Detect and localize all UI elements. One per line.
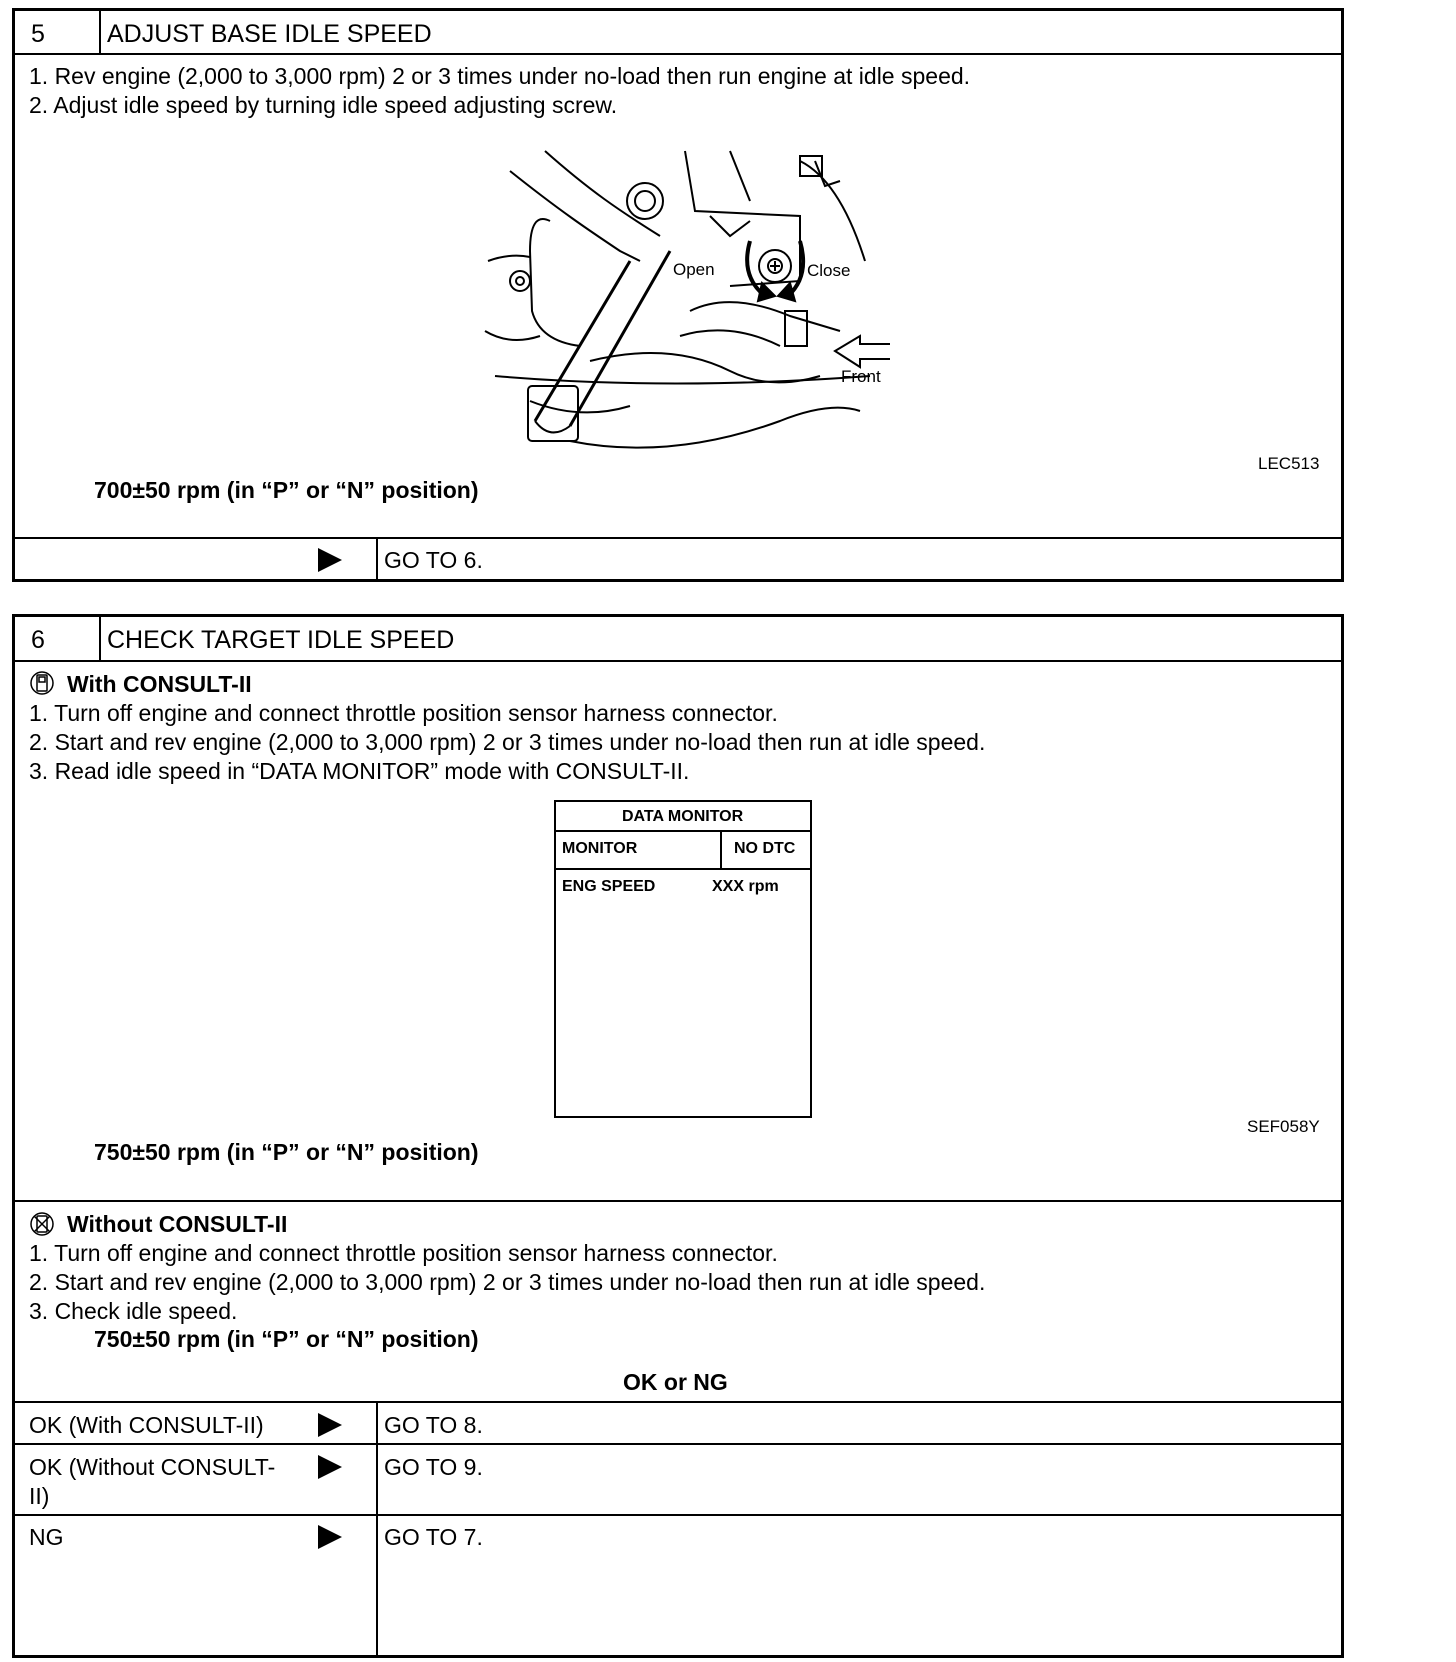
- arrow-right-icon: [318, 1455, 342, 1479]
- ok-or-ng-question: OK or NG: [623, 1369, 728, 1395]
- figure-label-open: Open: [673, 260, 715, 279]
- data-monitor-title: DATA MONITOR: [622, 808, 744, 825]
- idle-screw-figure: [470, 141, 890, 451]
- result-ok-with-condition: OK (With CONSULT-II): [29, 1412, 264, 1438]
- step-6-number: 6: [31, 626, 45, 654]
- with-consult-heading: With CONSULT-II: [67, 671, 252, 697]
- results-rule: [15, 1443, 1341, 1445]
- step-5-title: ADJUST BASE IDLE SPEED: [107, 20, 432, 48]
- header-rule: [15, 660, 1341, 662]
- step-5-next: GO TO 6.: [384, 547, 483, 573]
- header-divider: [99, 617, 101, 660]
- data-monitor-divider: [720, 830, 722, 868]
- figure-label-front: Front: [841, 367, 881, 386]
- consult-tool-icon: [29, 670, 55, 696]
- no-consult-tool-icon: [29, 1211, 55, 1237]
- without-consult-heading: Without CONSULT-II: [67, 1211, 288, 1237]
- result-ng-action: GO TO 7.: [384, 1524, 483, 1550]
- step-6-title: CHECK TARGET IDLE SPEED: [107, 626, 455, 654]
- with-consult-step-2: 2. Start and rev engine (2,000 to 3,000 rpm) 2 or 3 times under no-load then run at idle speed.: [29, 729, 986, 755]
- figure-label-close: Close: [807, 261, 851, 280]
- result-ok-without-condition-line1: OK (Without CONSULT-: [29, 1454, 276, 1480]
- footer-divider: [376, 537, 378, 579]
- header-rule: [15, 53, 1341, 55]
- data-monitor-value: XXX rpm: [712, 878, 779, 895]
- data-monitor-col-monitor: MONITOR: [562, 840, 638, 857]
- without-consult-step-3: 3. Check idle speed.: [29, 1298, 238, 1324]
- result-ok-with-action: GO TO 8.: [384, 1412, 483, 1438]
- arrow-right-icon: [318, 1525, 342, 1549]
- data-monitor-figure-code: SEF058Y: [1247, 1117, 1320, 1136]
- results-divider: [376, 1401, 378, 1658]
- header-divider: [99, 11, 101, 53]
- step-6-box: [12, 614, 1344, 1658]
- figure-code: LEC513: [1258, 454, 1320, 473]
- without-consult-step-1: 1. Turn off engine and connect throttle position sensor harness connector.: [29, 1240, 778, 1266]
- step-5-box: [12, 8, 1344, 582]
- step-5-instruction-2: 2. Adjust idle speed by turning idle speed adjusting screw.: [29, 92, 618, 118]
- section-rule: [15, 1200, 1341, 1202]
- results-rule: [15, 1514, 1341, 1516]
- without-consult-spec: 750±50 rpm (in “P” or “N” position): [94, 1326, 479, 1352]
- footer-rule: [15, 537, 1341, 539]
- with-consult-step-1: 1. Turn off engine and connect throttle position sensor harness connector.: [29, 700, 778, 726]
- result-ng-condition: NG: [29, 1524, 64, 1550]
- arrow-right-icon: [318, 548, 342, 572]
- results-rule: [15, 1401, 1341, 1403]
- data-monitor-item: ENG SPEED: [562, 878, 656, 895]
- data-monitor-screen: [554, 800, 812, 1118]
- step-5-number: 5: [31, 20, 45, 48]
- step-5-instruction-1: 1. Rev engine (2,000 to 3,000 rpm) 2 or 3 times under no-load then run engine at idle speed.: [29, 63, 971, 89]
- without-consult-step-2: 2. Start and rev engine (2,000 to 3,000 rpm) 2 or 3 times under no-load then run at idle speed.: [29, 1269, 986, 1295]
- data-monitor-rule: [556, 830, 810, 832]
- data-monitor-rule: [556, 868, 810, 870]
- step-5-spec: 700±50 rpm (in “P” or “N” position): [94, 477, 479, 503]
- result-ok-without-condition-line2: II): [29, 1483, 50, 1509]
- with-consult-spec: 750±50 rpm (in “P” or “N” position): [94, 1139, 479, 1165]
- with-consult-step-3: 3. Read idle speed in “DATA MONITOR” mode with CONSULT-II.: [29, 758, 690, 784]
- data-monitor-col-status: NO DTC: [734, 840, 796, 857]
- result-ok-without-action: GO TO 9.: [384, 1454, 483, 1480]
- arrow-right-icon: [318, 1413, 342, 1437]
